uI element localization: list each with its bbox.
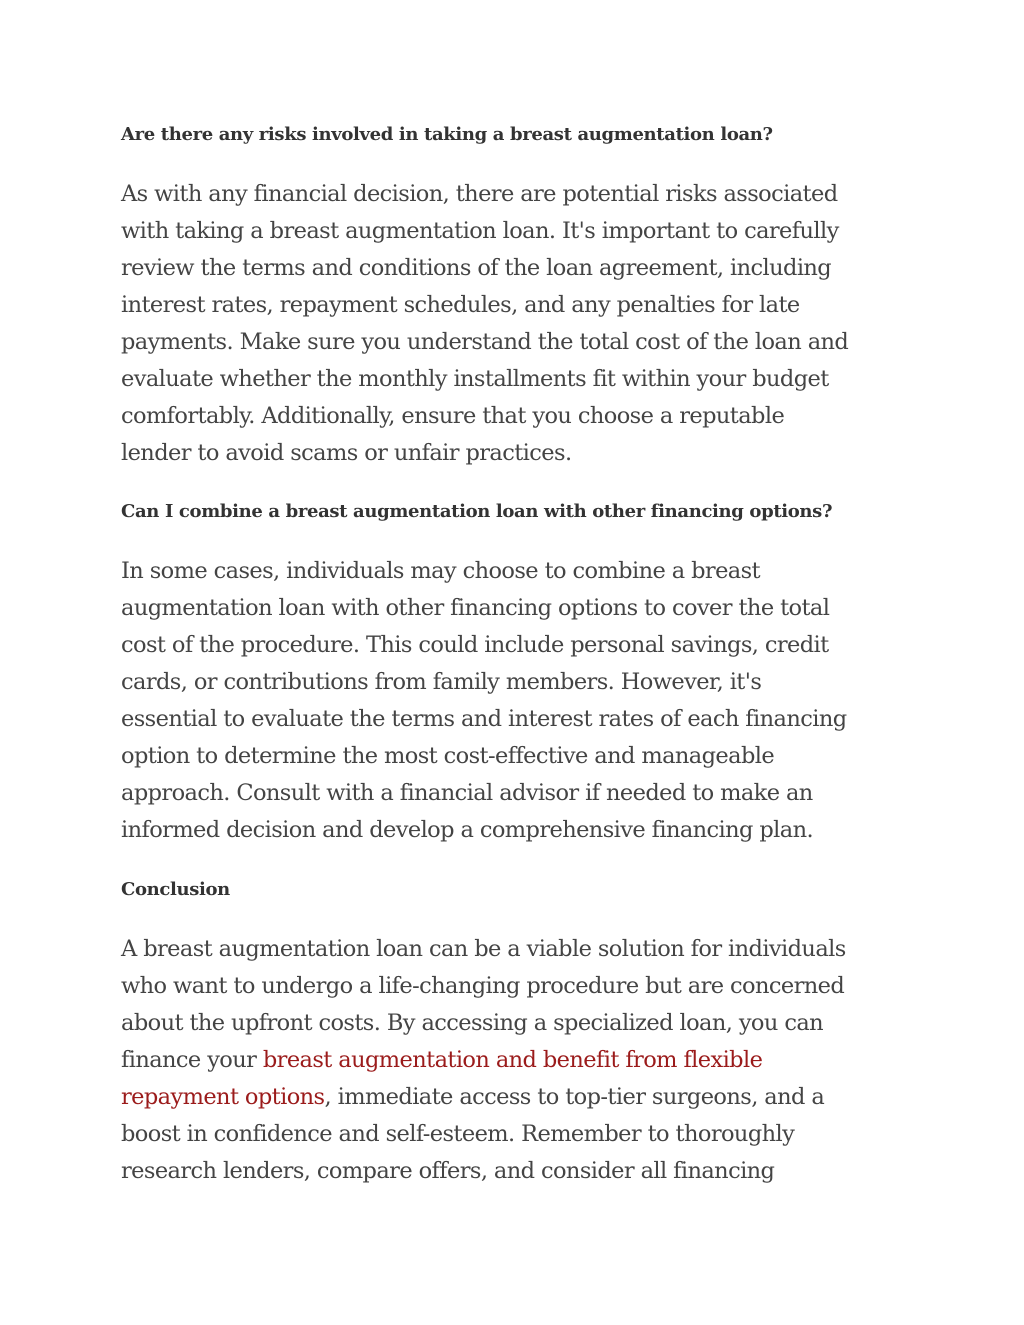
- paragraph-line: review the terms and conditions of the loan agreement, including: [121, 255, 832, 281]
- paragraph-line: interest rates, repayment schedules, and any penalties for late: [121, 292, 800, 318]
- section-heading-conclusion: Conclusion: [121, 879, 230, 900]
- financing-link-continued[interactable]: repayment options: [121, 1084, 325, 1110]
- paragraph-line: augmentation loan with other financing options to cover the total: [121, 595, 830, 621]
- paragraph-line: cards, or contributions from family members. However, it's: [121, 669, 762, 695]
- paragraph-risks: [121, 176, 911, 472]
- paragraph-line: A breast augmentation loan can be a viable solution for individuals: [121, 936, 846, 962]
- paragraph-line: As with any financial decision, there are potential risks associated: [121, 181, 838, 207]
- paragraph-line: who want to undergo a life-changing procedure but are concerned: [121, 973, 845, 999]
- paragraph-line: boost in confidence and self-esteem. Remember to thoroughly: [121, 1121, 795, 1147]
- paragraph-conclusion: [121, 931, 911, 1190]
- paragraph-line-with-link: [121, 1079, 911, 1116]
- section-heading-risks: Are there any risks involved in taking a breast augmentation loan?: [121, 124, 773, 145]
- paragraph-combine: [121, 553, 911, 849]
- paragraph-line-with-link: [121, 1042, 911, 1079]
- paragraph-line: option to determine the most cost-effective and manageable: [121, 743, 775, 769]
- paragraph-line: payments. Make sure you understand the total cost of the loan and: [121, 329, 849, 355]
- paragraph-line: with taking a breast augmentation loan. It's important to carefully: [121, 218, 839, 244]
- financing-link[interactable]: breast augmentation and benefit from flexible: [262, 1047, 763, 1073]
- paragraph-line: approach. Consult with a financial advisor if needed to make an: [121, 780, 813, 806]
- paragraph-line: cost of the procedure. This could include personal savings, credit: [121, 632, 829, 658]
- paragraph-line: about the upfront costs. By accessing a specialized loan, you can: [121, 1010, 824, 1036]
- paragraph-line: In some cases, individuals may choose to combine a breast: [121, 558, 760, 584]
- paragraph-line: informed decision and develop a comprehensive financing plan.: [121, 817, 814, 843]
- paragraph-line: essential to evaluate the terms and interest rates of each financing: [121, 706, 847, 732]
- line-text: , immediate access to top-tier surgeons, and a: [324, 1084, 825, 1110]
- paragraph-line: comfortably. Additionally, ensure that you choose a reputable: [121, 403, 785, 429]
- paragraph-line: research lenders, compare offers, and consider all financing: [121, 1158, 775, 1184]
- paragraph-line: lender to avoid scams or unfair practices.: [121, 440, 572, 466]
- line-text: finance your: [121, 1047, 263, 1073]
- paragraph-line: evaluate whether the monthly installments fit within your budget: [121, 366, 829, 392]
- section-heading-combine: Can I combine a breast augmentation loan with other financing options?: [121, 501, 833, 522]
